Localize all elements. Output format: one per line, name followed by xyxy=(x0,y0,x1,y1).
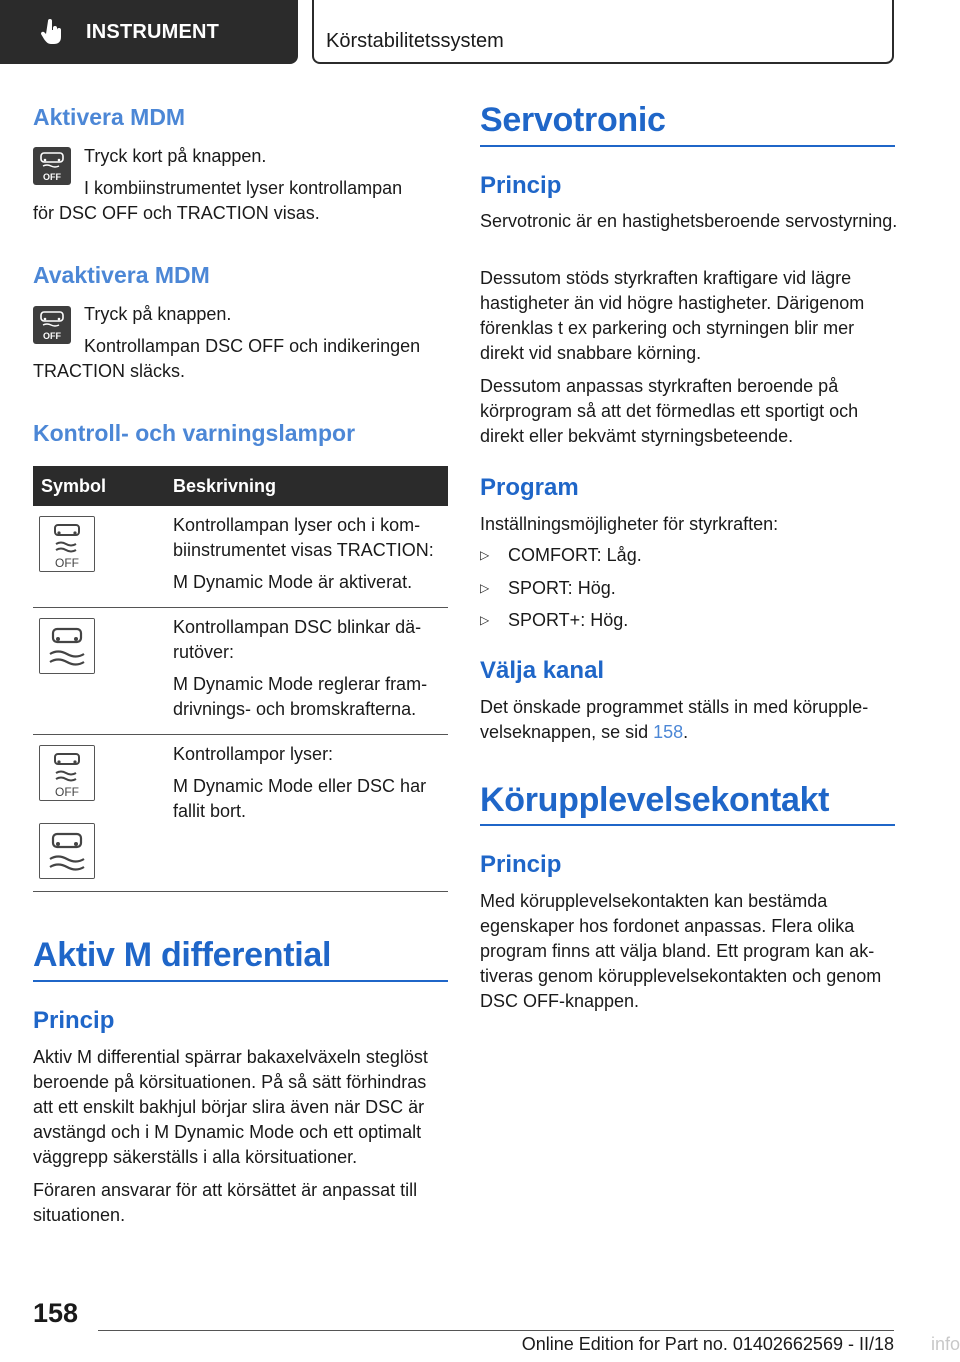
list-item: ▷ SPORT+: Hög. xyxy=(480,608,628,633)
korupplevelsekontakt-heading: Körupplevelsekontakt xyxy=(480,781,830,819)
servo-paragraph-3: Dessutom anpassas styrkraften beroende på körprogram så att det förmedlas ett sportigt och direkt eller bekvämt styrningsbeteende. xyxy=(480,376,859,446)
row2-desc-1: Kontrollampan DSC blinkar därutöver: xyxy=(173,617,422,662)
lamps-table xyxy=(33,466,448,892)
svg-text:OFF: OFF xyxy=(43,172,61,182)
table-header-row xyxy=(33,466,448,506)
chapter-title: Körstabilitetssystem xyxy=(312,0,894,64)
diff-paragraph-1: Aktiv M differential spärrar bakaxelväxeln steglöst beroende på körsituationen. På så sätt förhindras att ett enskilt bakhjul börjar slira även när DSC är avstängd och i M Dynamic Mode och ett optimalt väggrepp säkerställs i alla körsituationer. xyxy=(33,1047,428,1167)
dsc-off-button-icon-2 xyxy=(33,306,71,344)
traction-off-lamp-icon xyxy=(39,516,95,572)
deactivate-mdm-heading: Avaktivera MDM xyxy=(33,262,210,288)
list-item: ▷ SPORT: Hög. xyxy=(480,576,616,601)
row3-desc-1: Kontrollampor lyser: xyxy=(173,744,334,764)
svg-text:OFF: OFF xyxy=(43,331,61,341)
dsc-lamp-icon-2 xyxy=(39,823,95,879)
traction-off-lamp-icon-2 xyxy=(39,745,95,801)
lamps-heading: Kontroll- och varningslampor xyxy=(33,420,356,446)
table-row xyxy=(33,506,448,608)
deactivate-step-1: Tryck på knappen. xyxy=(84,304,232,324)
svg-text:OFF: OFF xyxy=(55,785,79,799)
contact-princip-heading: Princip xyxy=(480,851,562,878)
activate-step-2a: I kombiinstrumentet lyser kontrollampan xyxy=(84,178,403,198)
list-item: ▷ COMFORT: Låg. xyxy=(480,543,642,568)
table-row xyxy=(33,608,448,735)
activate-step-2b: för DSC OFF och TRACTION visas. xyxy=(33,203,320,223)
program-heading: Program xyxy=(480,474,579,501)
heading-rule xyxy=(480,145,895,147)
servotronic-heading: Servotronic xyxy=(480,101,666,139)
footer-rule xyxy=(98,1330,894,1331)
pointing-hand-icon xyxy=(38,18,66,46)
row1-desc-1: Kontrollampan lyser och i kombiinstrumentet visas TRACTION: xyxy=(173,515,434,560)
table-row xyxy=(33,735,448,892)
program-intro: Inställningsmöjligheter för styrkraften: xyxy=(480,514,779,534)
section-label: INSTRUMENT xyxy=(86,20,220,43)
triangle-bullet-icon: ▷ xyxy=(480,581,490,595)
section-tab xyxy=(0,0,298,64)
aktiv-m-differential-heading: Aktiv M differential xyxy=(33,936,332,974)
diff-paragraph-2: Föraren ansvarar för att körsättet är anpassat till situationen. xyxy=(33,1180,418,1225)
deactivate-step-2a: Kontrollampan DSC OFF och indikeringen xyxy=(84,336,421,356)
contact-paragraph: Med körupplevelsekontakten kan bestämda egenskaper hos fordonet anpassas. Flera olika program finns att välja bland. Ett program kan aktiveras genom körupplevelsekontakten och genom DSC OFF-knappen. xyxy=(480,891,882,1011)
svg-text:OFF: OFF xyxy=(55,556,79,570)
dsc-off-button-icon xyxy=(33,147,71,185)
row1-desc-2: M Dynamic Mode är aktiverat. xyxy=(173,572,413,592)
heading-rule xyxy=(480,824,895,826)
col-description: Beskrivning xyxy=(165,466,448,506)
heading-rule xyxy=(33,980,448,982)
valja-kanal-heading: Välja kanal xyxy=(480,657,605,684)
deactivate-step-2b: TRACTION släcks. xyxy=(33,361,186,381)
footer-edition: Online Edition for Part no. 01402662569 - II/18 xyxy=(521,1334,894,1354)
activate-step-1: Tryck kort på knappen. xyxy=(84,146,267,166)
triangle-bullet-icon: ▷ xyxy=(480,548,490,562)
triangle-bullet-icon: ▷ xyxy=(480,613,490,627)
page-header xyxy=(0,0,960,66)
diff-princip-heading: Princip xyxy=(33,1007,115,1034)
dsc-lamp-icon xyxy=(39,618,95,674)
row3-desc-2: M Dynamic Mode eller DSC har fallit bort. xyxy=(173,776,427,821)
col-symbol: Symbol xyxy=(33,466,165,506)
row2-desc-2: M Dynamic Mode reglerar framdrivnings- och bromskrafterna. xyxy=(173,674,428,719)
page-link[interactable]: 158 xyxy=(653,722,684,742)
servo-paragraph-2: Dessutom stöds styrkraften kraftigare vid lägre hastigheter än vid högre hastigheter. Därigenom förenklas t ex parkering och styrningen blir mer direkt vid snabbare körning. xyxy=(480,268,865,363)
activate-mdm-heading: Aktivera MDM xyxy=(33,104,186,130)
watermark: info xyxy=(930,1334,960,1354)
channel-paragraph: Det önskade programmet ställs in med körupplevelseknappen, se sid 158. xyxy=(480,697,869,742)
servo-princip-heading: Princip xyxy=(480,172,562,199)
servo-paragraph-1: Servotronic är en hastighetsberoende servostyrning. xyxy=(480,211,898,231)
page-number: 158 xyxy=(33,1298,79,1328)
